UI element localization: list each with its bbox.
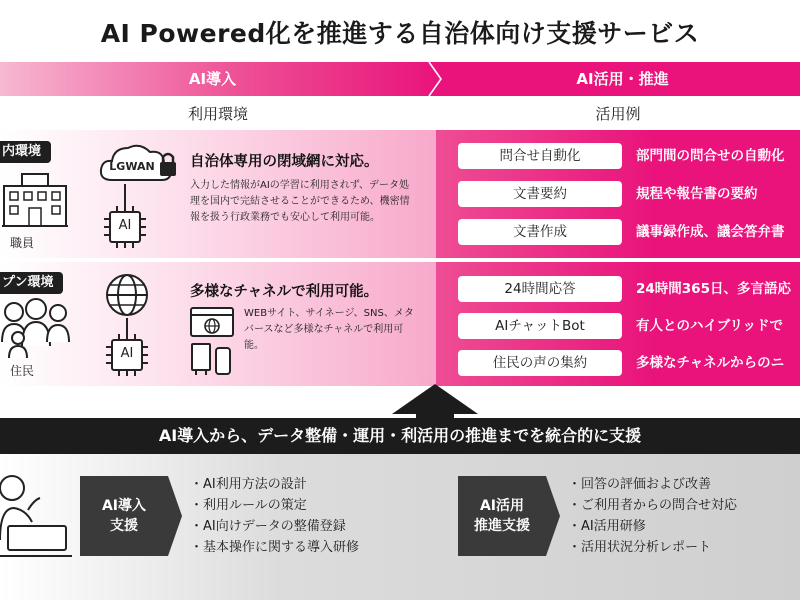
network-line <box>118 184 132 206</box>
person-label-staff: 職員 <box>10 236 35 250</box>
example-24h-response: 24時間応答 <box>458 276 622 302</box>
support-list-ai-intro <box>190 474 359 558</box>
support-box-ai-intro-line1: AI導入 <box>101 498 147 514</box>
list-item: ・ 利用ルールの策定 <box>190 495 359 516</box>
list-item: ・ AI向けデータの整備登録 <box>190 516 359 537</box>
list-item: ・ 回答の評価および改善 <box>568 474 737 495</box>
integrated-support-band: AI導入から、データ整備・運用・利活用の推進までを統合的に支援 <box>0 418 800 454</box>
list-item: ・ 基本操作に関する導入研修 <box>190 537 359 558</box>
list-item: ・ AI活用研修 <box>568 516 737 537</box>
browser-window-icon <box>190 307 234 337</box>
example-desc-24h-response: 24時間365日、多言語応 <box>636 281 791 297</box>
support-chevron-icon <box>168 476 182 556</box>
example-desc-doc-creation: 議事録作成、議会答弁書 <box>636 224 785 240</box>
env-label-open: プン環境 <box>0 272 63 294</box>
ai-chip-label: AI <box>118 218 132 233</box>
example-desc-voice-collection: 多様なチャネルからのニ <box>636 355 785 371</box>
example-desc-chatbot: 有人とのハイブリッドで <box>636 318 784 334</box>
phase-label-ai-use: AI活用・推進 <box>576 70 669 88</box>
example-doc-creation: 文書作成 <box>458 219 622 245</box>
network-label-lgwan: LGWAN <box>109 160 155 173</box>
phase-label-ai-intro: AI導入 <box>188 70 237 88</box>
globe-icon <box>104 272 150 318</box>
example-summary: 文書要約 <box>458 181 622 207</box>
example-desc-auto-inquiry: 部門間の問合せの自動化 <box>636 148 785 164</box>
ai-chip-label: AI <box>120 346 134 361</box>
list-item: ・ 活用状況分析レポート <box>568 537 737 558</box>
feature-head-multichannel: 多様なチャネルで利用可能。 <box>190 284 379 300</box>
office-building-icon <box>2 168 68 230</box>
env-label-internal: 内環境 <box>0 141 51 163</box>
list-item: ・ ご利用者からの問合せ対応 <box>568 495 737 516</box>
staff-at-computer-icon <box>0 470 72 560</box>
example-desc-summary: 規程や報告書の要約 <box>636 186 758 202</box>
feature-desc-multichannel: WEBサイト、サイネージ、SNS、メタバースなど多様なチャネルで利用可能。 <box>244 308 414 351</box>
support-box-ai-promotion-line2: 推進支援 <box>474 518 530 534</box>
support-list-ai-promotion <box>568 474 737 558</box>
support-box-ai-intro-line2: 支援 <box>109 518 138 534</box>
list-item: ・ AI利用方法の設計 <box>190 474 359 495</box>
example-auto-inquiry: 問合せ自動化 <box>458 143 622 169</box>
feature-desc-closed-network: 入力した情報がAIの学習に利用されず、データ処理を国内で完結させることができるため、機密情報を扱う行政業務でも安心して利用可能。 <box>190 180 410 223</box>
sub-label-environment: 利用環境 <box>187 105 248 123</box>
signage-phone-icon <box>190 342 234 376</box>
sub-label-examples: 活用例 <box>595 105 641 123</box>
support-box-ai-promotion-line1: AI活用 <box>479 498 525 514</box>
support-box-ai-promotion <box>458 476 546 556</box>
page-title: AI Powered化を推進する自治体向け支援サービス <box>100 19 700 48</box>
example-voice-collection: 住民の声の集約 <box>458 350 622 376</box>
support-chevron-icon <box>546 476 560 556</box>
support-box-ai-intro <box>80 476 168 556</box>
example-chatbot: AIチャットBot <box>458 313 622 339</box>
person-label-residents: 住民 <box>10 364 35 378</box>
feature-head-closed-network: 自治体専用の閉域網に対応。 <box>190 154 379 170</box>
residents-icon <box>0 298 72 360</box>
